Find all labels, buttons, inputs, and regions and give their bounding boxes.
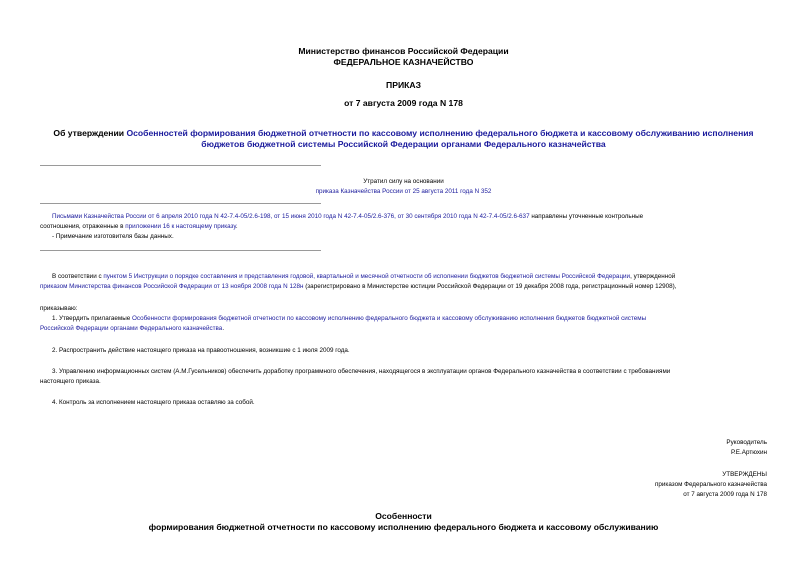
annex-title: Особенности [375, 511, 432, 521]
preamble-text: В соответствии с [52, 273, 104, 280]
note-line2 [40, 222, 238, 232]
item-3-line2: настоящего приказа. [40, 378, 101, 385]
divider [40, 165, 321, 166]
title-link-cont[interactable]: бюджетов бюджетной системы Российской Федерации органами Федерального казначейства [201, 139, 606, 149]
preamble-line1 [52, 272, 675, 282]
lost-force-text: Утратил силу на основании [363, 178, 444, 185]
features-link-cont[interactable]: Российской Федерации органами Федерального казначейства [40, 325, 223, 332]
note-text: направлены уточненные контрольные [529, 213, 644, 220]
divider [40, 250, 321, 251]
note-text: соотношения, отраженные в [40, 223, 126, 230]
item-2: 2. Распространить действие настоящего приказа на правоотношения, возникшие с 1 июля 2009 года. [52, 347, 350, 354]
item-text: . [222, 325, 225, 332]
minfin-order-link[interactable]: приказом Министерства финансов Российской Федерации от 13 ноября 2008 года N 128н [40, 283, 304, 290]
doc-date-number: от 7 августа 2009 года N 178 [344, 98, 463, 108]
annex-subtitle: формирования бюджетной отчетности по кассовому исполнению федерального бюджета и кассовому обслуживанию [148, 522, 659, 532]
approved-label: УТВЕРЖДЕНЫ [722, 471, 767, 478]
letters-link[interactable]: Письмами Казначейства России от 6 апреля 2010 года N 42-7.4-05/2.6-198, от 15 июня 2010 года N 42-7.4-05/2.6-376, от 30 сентября 2010 года N 42-7.4-05/2.6-637 [52, 213, 530, 220]
doc-type: ПРИКАЗ [386, 80, 421, 90]
item-3-line1: 3. Управлению информационных систем (А.М.Гусельников) обеспечить доработку программного обеспечения, находящегося в эксплуатации органов Федерального казначейства в соответствии с требованиями [52, 368, 671, 375]
title-link[interactable]: Особенностей формирования бюджетной отчетности по кассовому исполнению федерального бюджета и кассовому обслуживанию исполнения [126, 128, 754, 138]
item-4: 4. Контроль за исполнением настоящего приказа оставляю за собой. [52, 399, 255, 406]
signature-role: Руководитель [726, 439, 767, 446]
order-word: приказываю: [40, 305, 78, 312]
title-prefix: Об утверждении [53, 128, 127, 138]
preamble-line2 [40, 282, 676, 292]
db-remark: - Примечание изготовителя базы данных. [52, 233, 174, 240]
agency-name: ФЕДЕРАЛЬНОЕ КАЗНАЧЕЙСТВО [333, 57, 474, 67]
approved-by-order: приказом Федерального казначейства [655, 481, 767, 488]
item-text: 1. Утвердить прилагаемые [52, 315, 132, 322]
preamble-text: (зарегистрировано в Министерстве юстиции Российской Федерации от 19 декабря 2008 года, регистрационный номер 12908), [303, 283, 677, 290]
appendix-link[interactable]: приложении 16 к настоящему приказу [125, 223, 236, 230]
preamble-text: , утвержденной [630, 273, 676, 280]
doc-title-line2 [0, 139, 807, 149]
approved-date: от 7 августа 2009 года N 178 [683, 491, 767, 498]
note-line1 [52, 212, 643, 222]
note-text: . [235, 223, 238, 230]
basis-link[interactable]: приказа Казначейства России от 25 августа 2011 года N 352 [315, 188, 492, 195]
instruction-link[interactable]: пунктом 5 Инструкции о порядке составления и представления годовой, квартальной и месячной отчетности об исполнении бюджетов бюджетной системы Российской Федерации [103, 273, 631, 280]
features-link[interactable]: Особенности формирования бюджетной отчетности по кассовому исполнению федерального бюджета и кассовому обслуживанию исполнения бюджетов бюджетной системы [132, 315, 647, 322]
doc-title-line1 [0, 128, 807, 138]
ministry-name: Министерство финансов Российской Федерации [298, 46, 509, 56]
divider [40, 203, 321, 204]
item-1-line1 [52, 314, 646, 324]
item-1-line2 [40, 324, 224, 334]
signature-name: Р.Е.Артюхин [731, 449, 767, 456]
